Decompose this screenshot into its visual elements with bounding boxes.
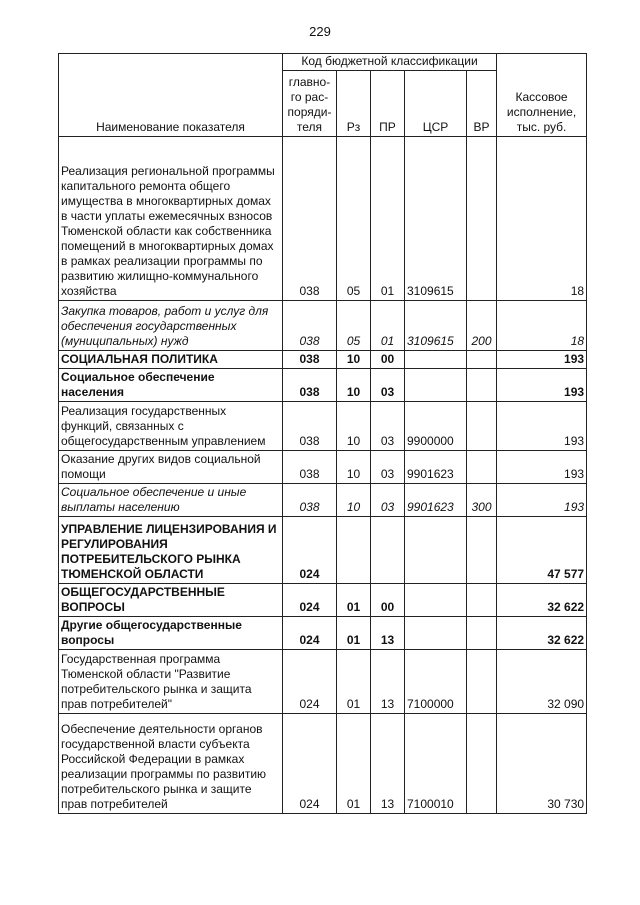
header-name: Наименование показателя: [59, 54, 283, 137]
row-rz: 10: [337, 402, 371, 451]
row-glav: 024: [283, 617, 337, 650]
row-rz: 10: [337, 484, 371, 517]
row-amount: 193: [497, 351, 587, 369]
row-csr: [405, 369, 467, 402]
row-rz: 05: [337, 137, 371, 301]
row-pr: 01: [371, 301, 405, 351]
row-pr: 00: [371, 351, 405, 369]
row-vr: 200: [467, 301, 497, 351]
row-name: Обеспечение деятельности органов государственной власти субъекта Российской Федерации в рамках реализации программы по развитию потребительского рынка и защите прав потребителей: [59, 714, 283, 814]
page-number: 229: [309, 24, 331, 39]
row-glav: 038: [283, 484, 337, 517]
row-csr: [405, 517, 467, 584]
row-vr: [467, 351, 497, 369]
row-amount: 18: [497, 137, 587, 301]
header-classification-code: Код бюджетной классификации: [283, 54, 497, 71]
table-row: [59, 301, 587, 351]
row-vr: [467, 451, 497, 484]
row-pr: 13: [371, 714, 405, 814]
row-amount: 32 090: [497, 650, 587, 714]
table-row: [59, 650, 587, 714]
row-pr: [371, 517, 405, 584]
table-row: [59, 451, 587, 484]
table-row: [59, 484, 587, 517]
row-glav: 024: [283, 517, 337, 584]
row-glav: 024: [283, 714, 337, 814]
row-rz: 05: [337, 301, 371, 351]
row-rz: 01: [337, 650, 371, 714]
table-row: [59, 617, 587, 650]
row-pr: 03: [371, 451, 405, 484]
row-pr: 03: [371, 484, 405, 517]
header-vr: ВР: [467, 71, 497, 137]
row-amount: 32 622: [497, 584, 587, 617]
row-amount: 193: [497, 402, 587, 451]
row-name: Социальное обеспечение населения: [59, 369, 283, 402]
row-amount: 193: [497, 484, 587, 517]
row-name: Государственная программа Тюменской области "Развитие потребительского рынка и защита прав потребителей": [59, 650, 283, 714]
header-csr: ЦСР: [405, 71, 467, 137]
row-rz: 01: [337, 714, 371, 814]
row-glav: 024: [283, 650, 337, 714]
table-row: [59, 351, 587, 369]
row-csr: 9901623: [405, 484, 467, 517]
row-csr: 3109615: [405, 137, 467, 301]
row-pr: 13: [371, 617, 405, 650]
row-vr: [467, 650, 497, 714]
table-row: [59, 517, 587, 584]
row-name: Реализация государственных функций, связанных с общегосударственным управлением: [59, 402, 283, 451]
row-vr: [467, 714, 497, 814]
row-vr: [467, 402, 497, 451]
row-amount: 18: [497, 301, 587, 351]
row-vr: 300: [467, 484, 497, 517]
row-vr: [467, 137, 497, 301]
table-row: [59, 584, 587, 617]
row-pr: 13: [371, 650, 405, 714]
row-vr: [467, 517, 497, 584]
row-vr: [467, 584, 497, 617]
budget-table: [58, 53, 587, 814]
row-name: Оказание других видов социальной помощи: [59, 451, 283, 484]
row-glav: 024: [283, 584, 337, 617]
row-csr: 7100010: [405, 714, 467, 814]
row-glav: 038: [283, 137, 337, 301]
row-csr: [405, 584, 467, 617]
row-vr: [467, 617, 497, 650]
row-csr: 9901623: [405, 451, 467, 484]
row-name: Другие общегосударственные вопросы: [59, 617, 283, 650]
row-amount: 193: [497, 451, 587, 484]
row-name: Реализация региональной программы капитального ремонта общего имущества в многоквартирных домах в части уплаты ежемесячных взносов Тюменской области как собственника помещений в многоквартирных домах в рамках реализации программы по развитию жилищно-коммунального хозяйства: [59, 137, 283, 301]
row-csr: [405, 617, 467, 650]
header-pr: ПР: [371, 71, 405, 137]
row-csr: 9900000: [405, 402, 467, 451]
row-vr: [467, 369, 497, 402]
row-glav: 038: [283, 351, 337, 369]
header-amount: Кассовое исполнение, тыс. руб.: [497, 54, 587, 137]
row-glav: 038: [283, 451, 337, 484]
row-csr: 3109615: [405, 301, 467, 351]
row-name: УПРАВЛЕНИЕ ЛИЦЕНЗИРОВАНИЯ И РЕГУЛИРОВАНИЯ ПОТРЕБИТЕЛЬСКОГО РЫНКА ТЮМЕНСКОЙ ОБЛАСТИ: [59, 517, 283, 584]
row-amount: 30 730: [497, 714, 587, 814]
row-rz: 01: [337, 584, 371, 617]
row-csr: [405, 351, 467, 369]
header-glav: главно- го рас- поряди- теля: [283, 71, 337, 137]
row-amount: 32 622: [497, 617, 587, 650]
row-rz: 10: [337, 451, 371, 484]
row-pr: 03: [371, 402, 405, 451]
row-rz: 01: [337, 617, 371, 650]
row-rz: 10: [337, 369, 371, 402]
row-name: ОБЩЕГОСУДАРСТВЕННЫЕ ВОПРОСЫ: [59, 584, 283, 617]
row-amount: 47 577: [497, 517, 587, 584]
row-name: СОЦИАЛЬНАЯ ПОЛИТИКА: [59, 351, 283, 369]
table-row: [59, 369, 587, 402]
row-name: Социальное обеспечение и иные выплаты населению: [59, 484, 283, 517]
row-rz: 10: [337, 351, 371, 369]
header-rz: Рз: [337, 71, 371, 137]
row-glav: 038: [283, 402, 337, 451]
table-row: [59, 402, 587, 451]
row-amount: 193: [497, 369, 587, 402]
row-name: Закупка товаров, работ и услуг для обеспечения государственных (муниципальных) нужд: [59, 301, 283, 351]
row-pr: 01: [371, 137, 405, 301]
row-glav: 038: [283, 301, 337, 351]
row-csr: 7100000: [405, 650, 467, 714]
table-row: [59, 137, 587, 301]
table-row: [59, 714, 587, 814]
row-rz: [337, 517, 371, 584]
row-pr: 00: [371, 584, 405, 617]
row-pr: 03: [371, 369, 405, 402]
row-glav: 038: [283, 369, 337, 402]
